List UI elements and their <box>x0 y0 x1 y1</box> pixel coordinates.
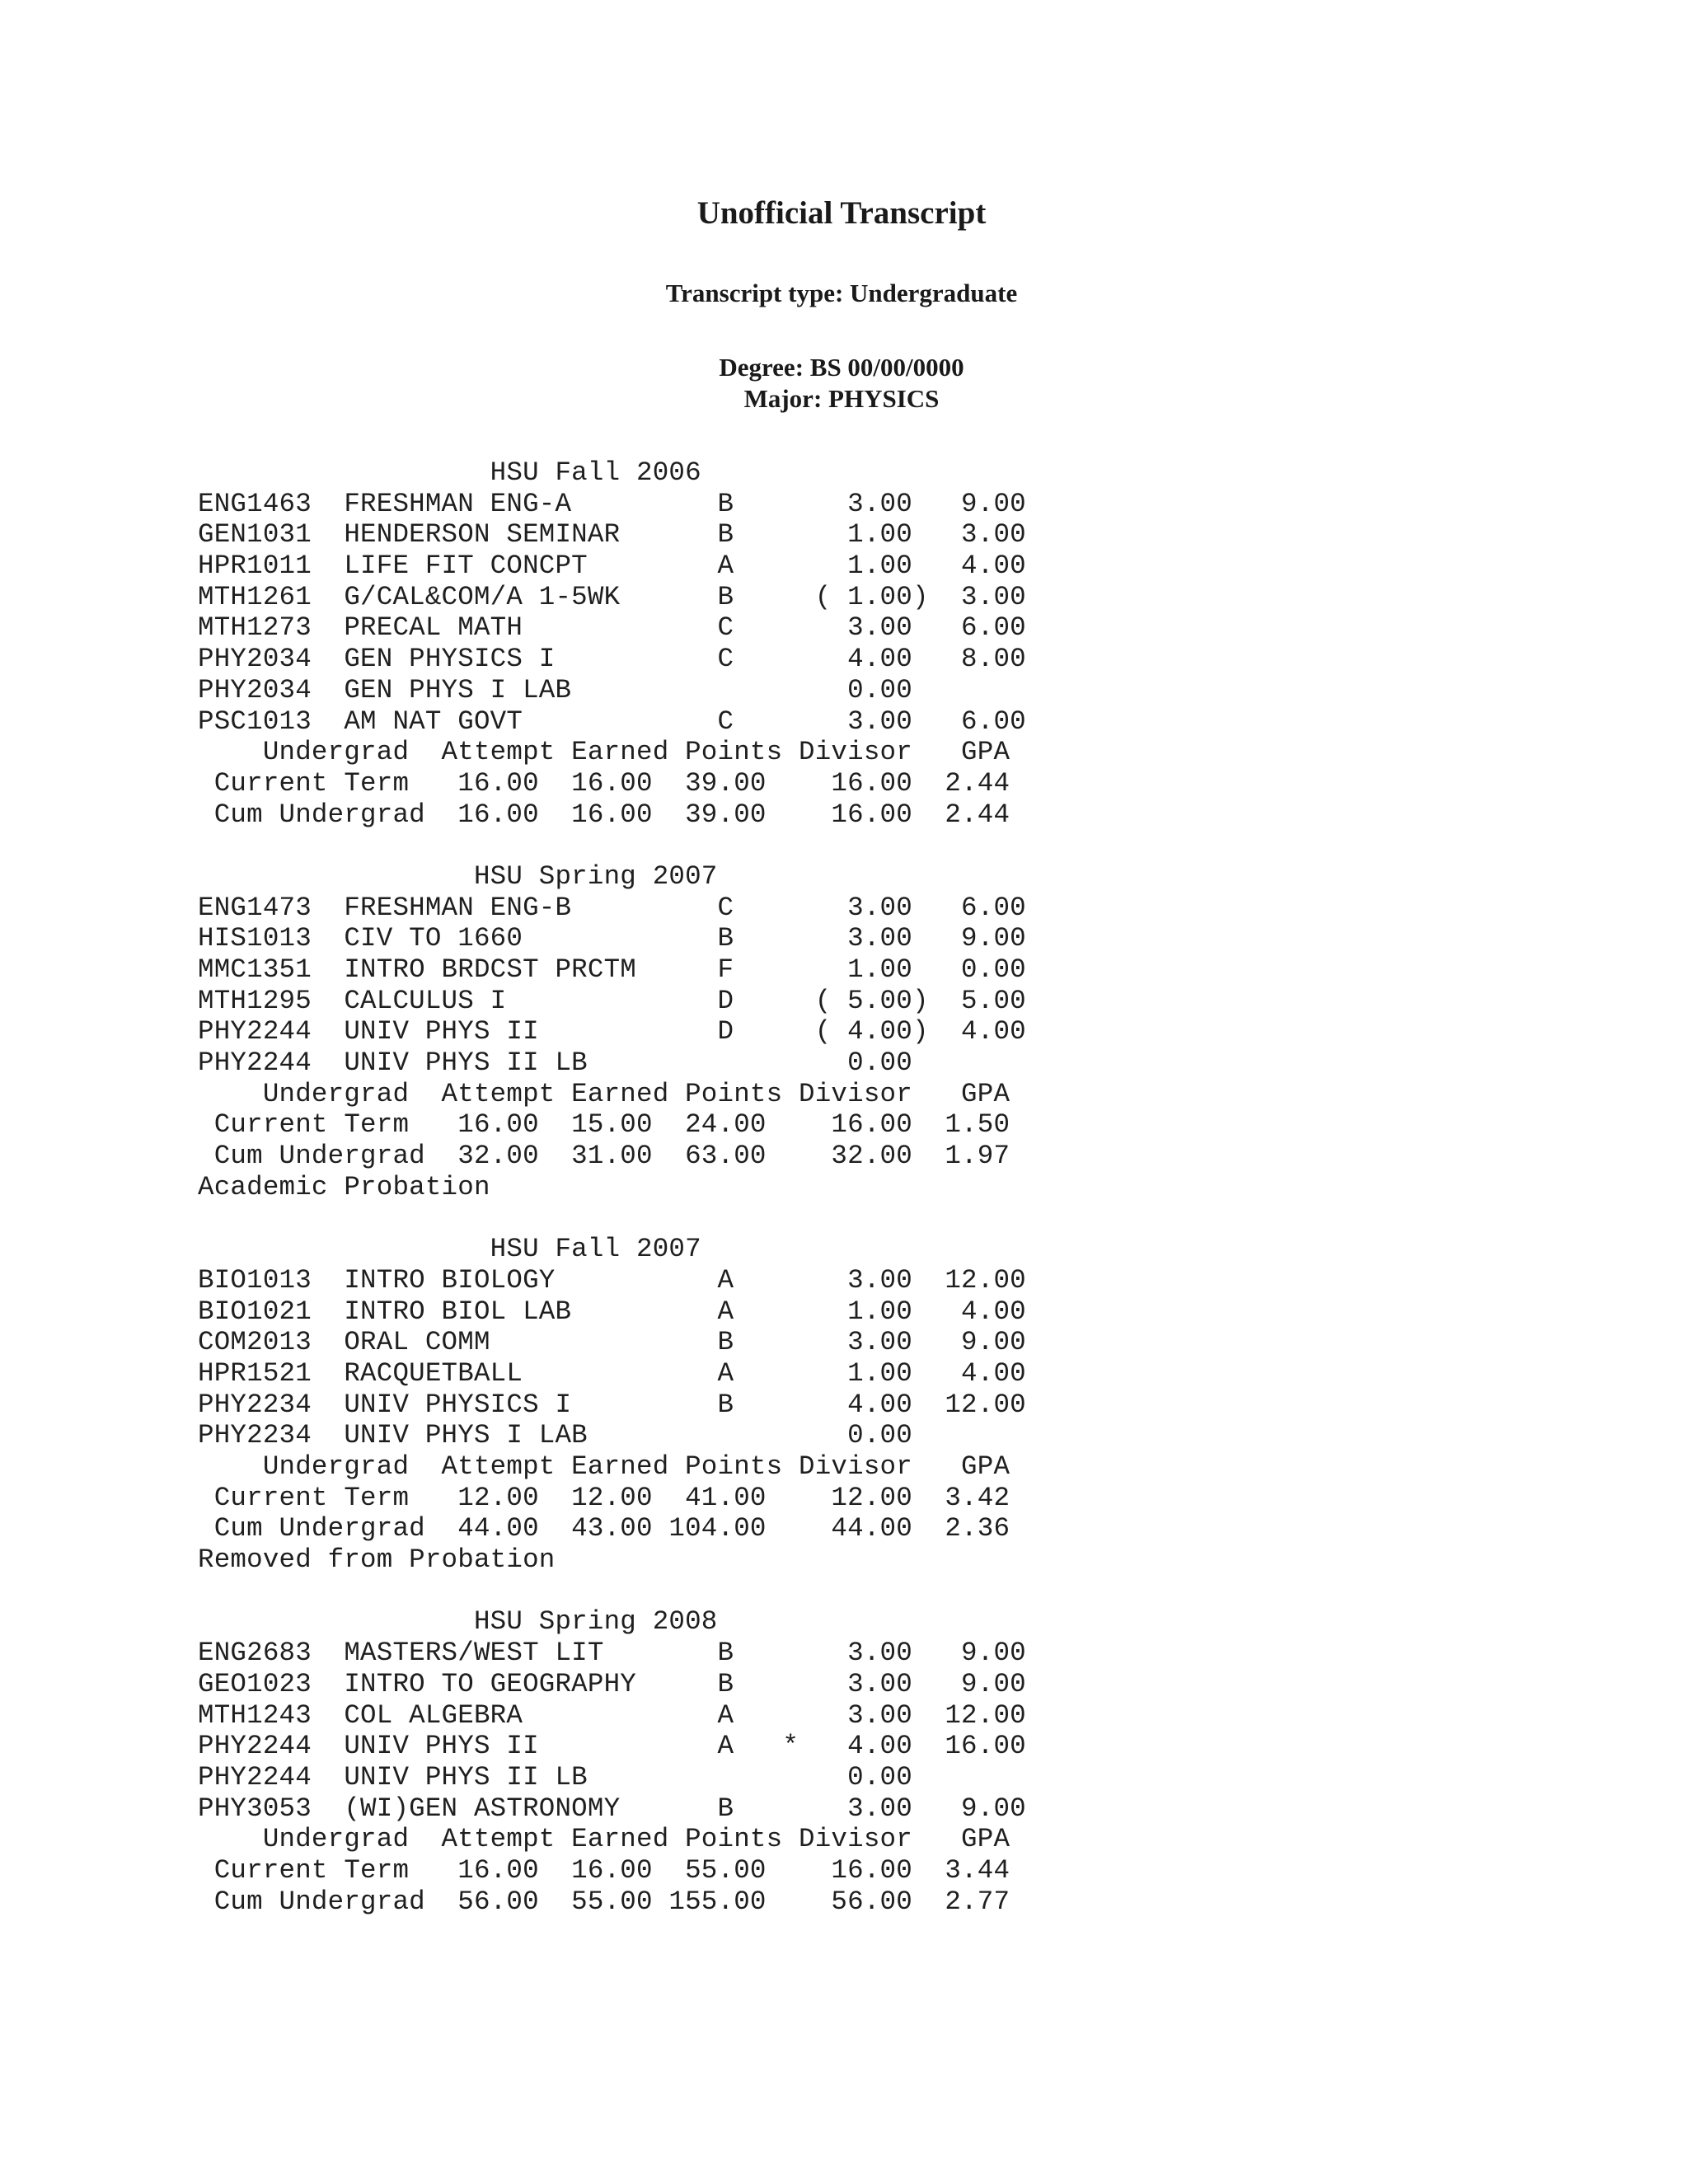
course-row: MMC1351 INTRO BRDCST PRCTM F 1.00 0.00 <box>198 954 1026 985</box>
course-row: BIO1013 INTRO BIOLOGY A 3.00 12.00 <box>198 1264 1026 1296</box>
course-row: ENG1473 FRESHMAN ENG-B C 3.00 6.00 <box>198 892 1026 923</box>
course-row: ENG1463 FRESHMAN ENG-A B 3.00 9.00 <box>198 488 1026 519</box>
course-row: PHY3053 (WI)GEN ASTRONOMY B 3.00 9.00 <box>198 1793 1026 1824</box>
term-heading: HSU Fall 2006 <box>198 457 701 488</box>
blank-line <box>198 1203 1026 1235</box>
course-row: PHY2244 UNIV PHYS II A * 4.00 16.00 <box>198 1731 1026 1762</box>
summary-header: Undergrad Attempt Earned Points Divisor GPA <box>198 1078 1010 1109</box>
course-row: HPR1011 LIFE FIT CONCPT A 1.00 4.00 <box>198 551 1026 582</box>
standing-note: Removed from Probation <box>198 1544 556 1576</box>
course-row: PHY2034 GEN PHYS I LAB 0.00 <box>198 674 929 705</box>
cum-undergrad-row: Cum Undergrad 56.00 55.00 155.00 56.00 2.77 <box>198 1886 1010 1917</box>
course-row: MTH1295 CALCULUS I D ( 5.00) 5.00 <box>198 985 1026 1016</box>
cum-undergrad-row: Cum Undergrad 16.00 16.00 39.00 16.00 2.44 <box>198 799 1010 830</box>
page-title: Unofficial Transcript <box>696 195 987 231</box>
cum-undergrad-row: Cum Undergrad 32.00 31.00 63.00 32.00 1.97 <box>198 1141 1010 1172</box>
course-row: MTH1273 PRECAL MATH C 3.00 6.00 <box>198 612 1026 644</box>
course-row: PHY2244 UNIV PHYS II D ( 4.00) 4.00 <box>198 1016 1026 1047</box>
summary-header: Undergrad Attempt Earned Points Divisor GPA <box>198 1824 1010 1855</box>
cum-undergrad-row: Cum Undergrad 44.00 43.00 104.00 44.00 2.36 <box>198 1513 1010 1544</box>
transcript-type: Transcript type: Undergraduate <box>665 279 1018 307</box>
summary-header: Undergrad Attempt Earned Points Divisor GPA <box>198 1451 1010 1482</box>
course-row: MTH1261 G/CAL&COM/A 1-5WK B ( 1.00) 3.00 <box>198 581 1026 612</box>
major-line: Major: PHYSICS <box>743 384 940 413</box>
term-heading: HSU Fall 2007 <box>198 1234 701 1265</box>
term-heading: HSU Spring 2008 <box>198 1606 718 1638</box>
course-row: PHY2244 UNIV PHYS II LB 0.00 <box>198 1047 929 1079</box>
course-row: PHY2244 UNIV PHYS II LB 0.00 <box>198 1761 929 1793</box>
blank-line <box>198 830 1026 861</box>
course-row: ENG2683 MASTERS/WEST LIT B 3.00 9.00 <box>198 1638 1026 1669</box>
course-row: COM2013 ORAL COMM B 3.00 9.00 <box>198 1327 1026 1358</box>
course-row: GEN1031 HENDERSON SEMINAR B 1.00 3.00 <box>198 519 1026 551</box>
standing-note: Academic Probation <box>198 1171 490 1202</box>
term-heading: HSU Spring 2007 <box>198 860 718 892</box>
transcript-body <box>198 457 1026 1917</box>
degree-line: Degree: BS 00/00/0000 <box>719 353 964 382</box>
current-term-row: Current Term 12.00 12.00 41.00 12.00 3.42 <box>198 1482 1010 1513</box>
course-row: BIO1021 INTRO BIOL LAB A 1.00 4.00 <box>198 1296 1026 1327</box>
course-row: MTH1243 COL ALGEBRA A 3.00 12.00 <box>198 1699 1026 1731</box>
course-row: GEO1023 INTRO TO GEOGRAPHY B 3.00 9.00 <box>198 1668 1026 1699</box>
blank-line <box>198 1576 1026 1607</box>
course-row: PHY2234 UNIV PHYS I LAB 0.00 <box>198 1420 929 1451</box>
current-term-row: Current Term 16.00 16.00 39.00 16.00 2.44 <box>198 767 1010 799</box>
current-term-row: Current Term 16.00 16.00 55.00 16.00 3.44 <box>198 1854 1010 1886</box>
current-term-row: Current Term 16.00 15.00 24.00 16.00 1.50 <box>198 1109 1010 1141</box>
course-row: PSC1013 AM NAT GOVT C 3.00 6.00 <box>198 705 1026 737</box>
course-row: HIS1013 CIV TO 1660 B 3.00 9.00 <box>198 923 1026 954</box>
course-row: PHY2034 GEN PHYSICS I C 4.00 8.00 <box>198 644 1026 675</box>
course-row: PHY2234 UNIV PHYSICS I B 4.00 12.00 <box>198 1389 1026 1420</box>
summary-header: Undergrad Attempt Earned Points Divisor GPA <box>198 737 1010 768</box>
course-row: HPR1521 RACQUETBALL A 1.00 4.00 <box>198 1357 1026 1389</box>
